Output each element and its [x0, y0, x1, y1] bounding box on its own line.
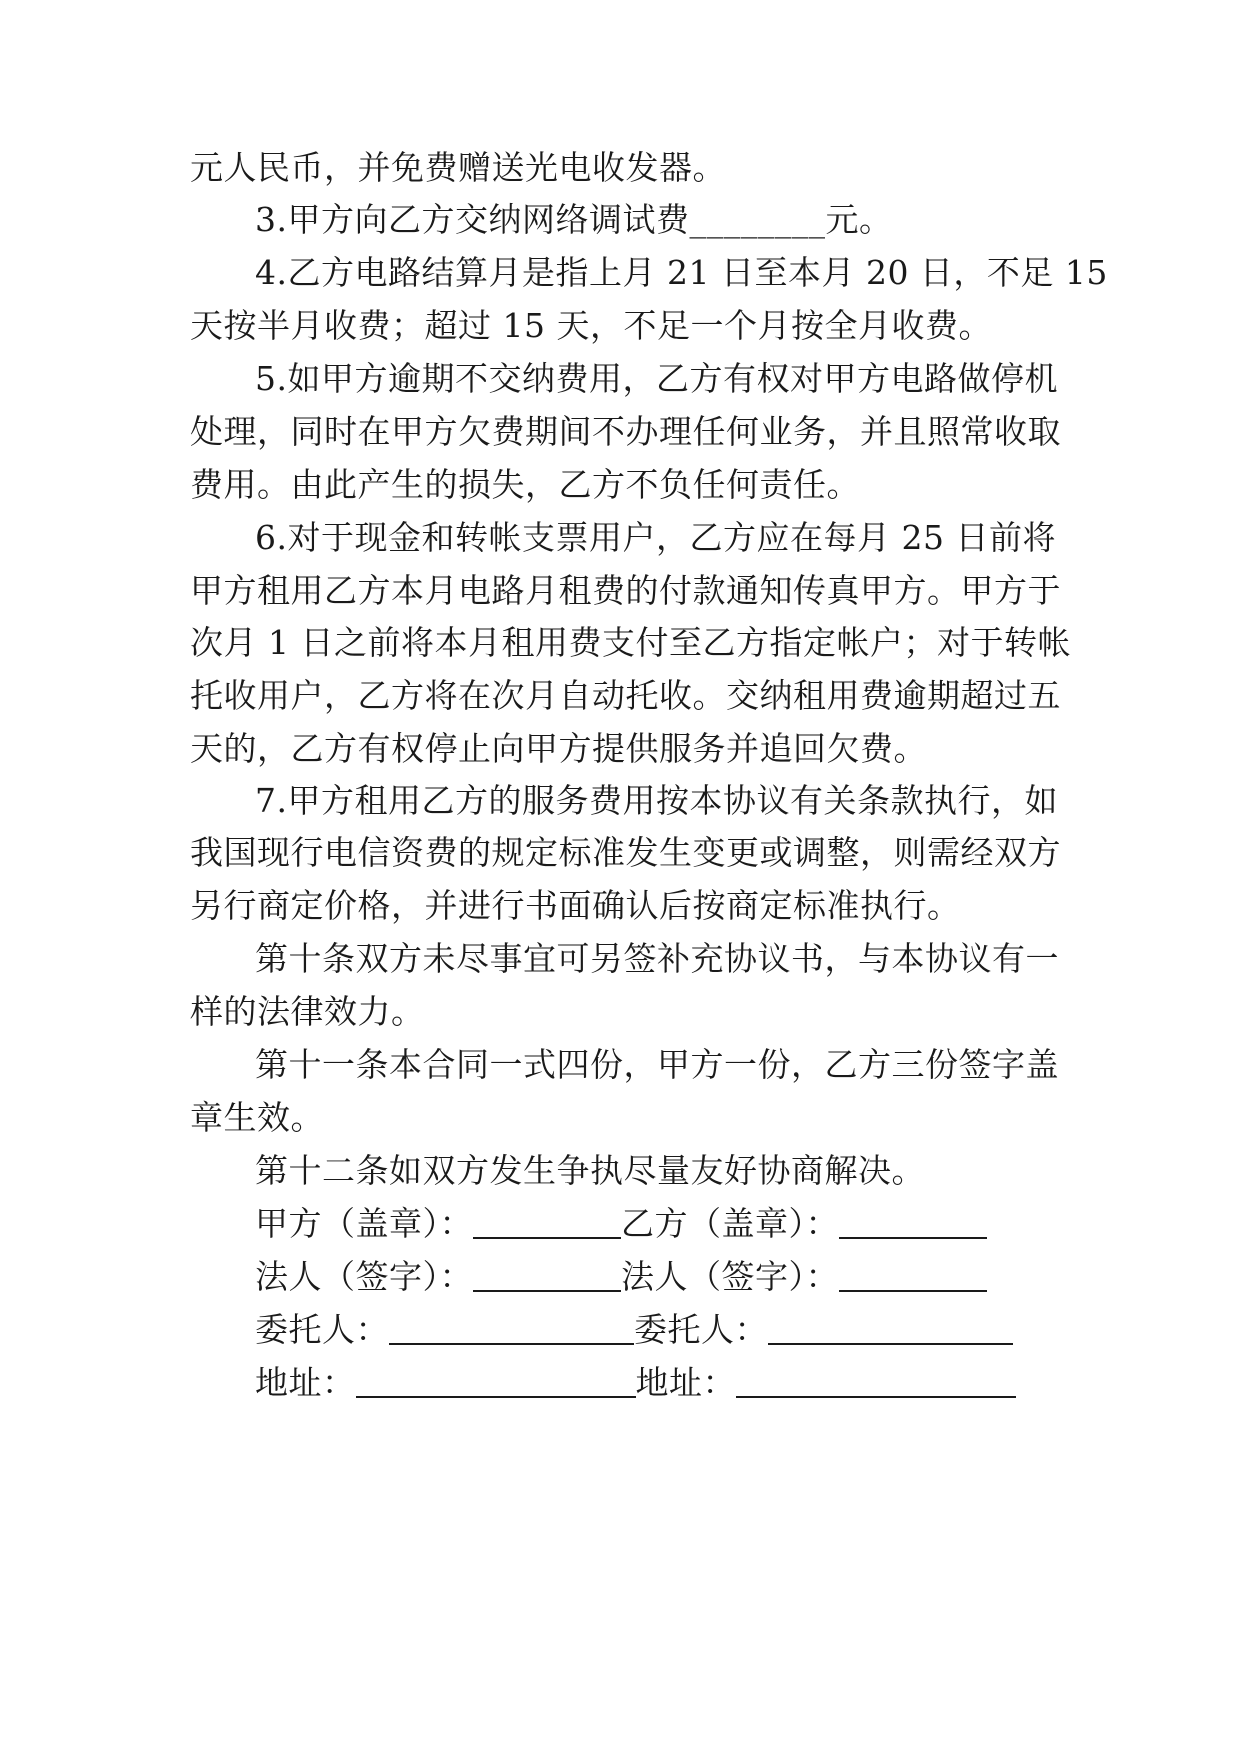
text-line: 5.如甲方逾期不交纳费用，乙方有权对甲方电路做停机: [255, 359, 1058, 398]
text-line: 天的，乙方有权停止向甲方提供服务并追回欠费。: [190, 729, 927, 768]
text-line: 7.甲方租用乙方的服务费用按本协议有关条款执行，如: [255, 781, 1058, 820]
text-line: 处理，同时在甲方欠费期间不办理任何业务，并且照常收取: [190, 412, 1061, 451]
party-a-seal-label: 甲方（盖章）：: [255, 1204, 473, 1243]
party-a-agent-blank: [389, 1313, 634, 1345]
party-b-legal-blank: [839, 1260, 987, 1292]
party-b-seal-label: 乙方（盖章）：: [621, 1204, 839, 1243]
text-line: 4.乙方电路结算月是指上月 21 日至本月 20 日，不足 15: [255, 253, 1108, 292]
text-line: 样的法律效力。: [190, 992, 425, 1031]
text-line: 元人民币，并免费赠送光电收发器。: [190, 148, 726, 187]
text-line: 第十二条如双方发生争执尽量友好协商解决。: [255, 1151, 925, 1190]
party-b-agent-label: 委托人：: [634, 1310, 768, 1349]
text-line: 我国现行电信资费的规定标准发生变更或调整，则需经双方: [190, 833, 1061, 872]
party-b-legal-label: 法人（签字）：: [621, 1257, 839, 1296]
party-b-agent-blank: [768, 1313, 1013, 1345]
signature-row-address: [255, 1361, 1125, 1405]
party-a-agent-label: 委托人：: [255, 1310, 389, 1349]
party-b-seal-blank: [839, 1207, 987, 1239]
party-a-address-blank: [356, 1366, 636, 1398]
text-line: 次月 1 日之前将本月租用费支付至乙方指定帐户；对于转帐: [190, 623, 1071, 662]
text-line: 另行商定价格，并进行书面确认后按商定标准执行。: [190, 886, 961, 925]
text-line: 章生效。: [190, 1098, 324, 1137]
party-b-address-blank: [736, 1366, 1016, 1398]
text-line: 第十一条本合同一式四份，甲方一份，乙方三份签字盖: [255, 1045, 1059, 1084]
text-line: 天按半月收费；超过 15 天，不足一个月按全月收费。: [190, 306, 992, 345]
text-line: 6.对于现金和转帐支票用户，乙方应在每月 25 日前将: [255, 518, 1056, 557]
party-a-address-label: 地址：: [255, 1363, 356, 1402]
text-line: 3.甲方向乙方交纳网络调试费________元。: [255, 200, 893, 239]
text-line: 第十条双方未尽事宜可另签补充协议书，与本协议有一: [255, 939, 1059, 978]
text-line: 托收用户，乙方将在次月自动托收。交纳租用费逾期超过五: [190, 676, 1061, 715]
party-b-address-label: 地址：: [635, 1363, 736, 1402]
signature-row-agent: [255, 1308, 1125, 1352]
signature-row-seal: [255, 1202, 1125, 1246]
party-a-legal-label: 法人（签字）：: [255, 1257, 473, 1296]
party-a-seal-blank: [473, 1207, 621, 1239]
signature-row-legal: [255, 1255, 1125, 1299]
text-line: 费用。由此产生的损失，乙方不负任何责任。: [190, 465, 860, 504]
text-line: 甲方租用乙方本月电路月租费的付款通知传真甲方。甲方于: [190, 571, 1061, 610]
party-a-legal-blank: [473, 1260, 621, 1292]
